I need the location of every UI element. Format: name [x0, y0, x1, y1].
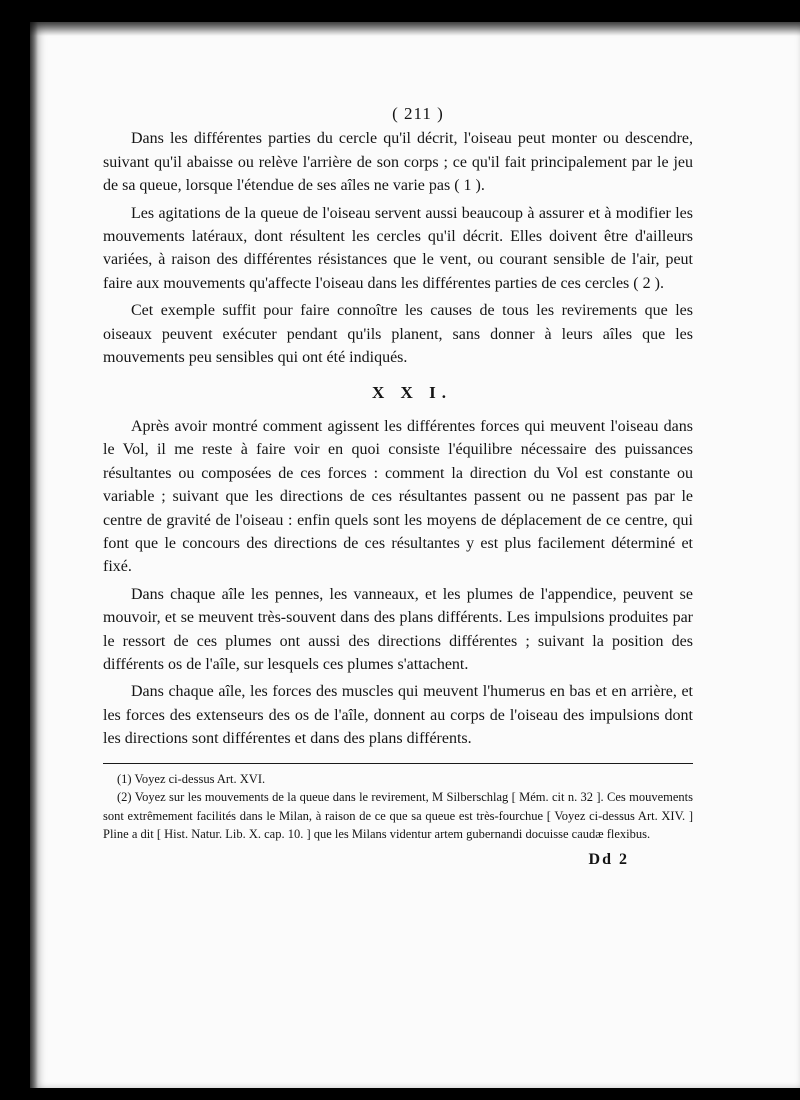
paragraph: Dans chaque aîle les pennes, les vanneaux, et les plumes de l'appendice, peuvent se mouvoir, et se meuvent très-souvent dans des plans différents. Les impulsions produites par le ressort de ces plumes ont aussi des directions différentes ; suivant la position des différents os de l'aîle, sur lesquels ces plumes s'attachent. — [103, 585, 693, 673]
paragraph: Dans les différentes parties du cercle qu'il décrit, l'oiseau peut monter ou descendre, suivant qu'il abaisse ou relève l'arrière de son corps ; ce qu'il fait principalement par le jeu de sa queue, lorsque l'étendue de ses aîles ne varie pas ( 1 ). — [103, 130, 693, 195]
footnote: (1) Voyez ci-dessus Art. XVI. — [117, 771, 266, 786]
scan-shadow-left — [30, 22, 38, 1088]
footnote: (2) Voyez sur les mouvements de la queue dans le revirement, M Silberschlag [ Mém. cit n. 32 ]. Ces mouvements sont extrêmement facilités dans le Milan, à raison de ce que sa queue est très-fourchue [ Voyez ci-dessus Art. XIV. ] Pline a dit [ Hist. Natur. Lib. X. cap. 10. ] que les Milans videntur artem gubernandi docuisse caudæ flexibus. — [103, 790, 693, 842]
scan-shadow-top — [30, 22, 800, 36]
section-heading: X X I. — [372, 383, 452, 403]
paragraph: Dans chaque aîle, les forces des muscles qui meuvent l'humerus en bas et en arrière, et les forces des extenseurs des os de l'aîle, donnent au corps de l'oiseau des impulsions dont les directions sont différentes et dans des plans différents. — [103, 683, 693, 748]
signature-mark: Dd 2 — [588, 850, 629, 868]
page-number: ( 211 ) — [392, 104, 444, 123]
paragraph: Après avoir montré comment agissent les différentes forces qui meuvent l'oiseau dans le Vol, il me reste à faire voir en quoi consiste l'équilibre nécessaire des puissances résultantes ou composées de ces forces : comment la direction du Vol est constante ou variable ; suivant que les directions de ces résultantes passent ou ne passent pas par le centre de gravité de l'oiseau : enfin quels sont les moyens de déplacement de ce centre, qui font que le concours des directions de ces résultantes y est plus facilement déterminé et fixé. — [103, 417, 693, 576]
footnote-divider — [103, 763, 693, 764]
paragraph: Cet exemple suffit pour faire connoître les causes de tous les revirements que les oiseaux peuvent exécuter pendant qu'ils planent, sans donner à leurs aîles que les mouvements peu sensibles qui ont été indiqués. — [103, 302, 693, 367]
page-text-block — [103, 102, 693, 871]
paragraph: Les agitations de la queue de l'oiseau servent aussi beaucoup à assurer et à modifier les mouvements latéraux, dont résultent les cercles qu'il décrit. Elles doivent être d'ailleurs variées, à raison des différentes résistances que le vent, ou courant sensible de l'air, peut faire aux mouvements qu'affecte l'oiseau dans les différentes parties de ces cercles ( 2 ). — [103, 204, 693, 292]
